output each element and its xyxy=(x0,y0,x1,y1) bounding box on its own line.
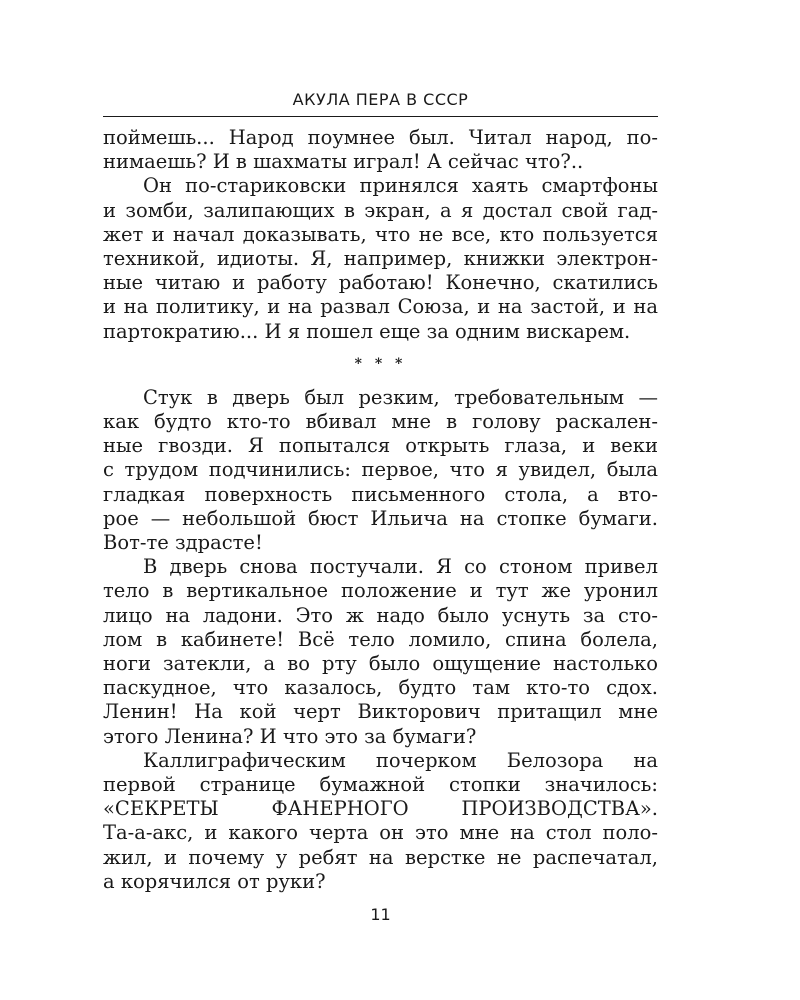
section-separator: * * * xyxy=(354,355,407,372)
paragraph xyxy=(103,749,658,894)
text-line: лом в кабинете! Всё тело ломило, спина болела, xyxy=(103,627,658,651)
text-line: Ленин! На кой черт Викторович притащил мне xyxy=(103,700,658,724)
text-line: с трудом подчинились: первое, что я увидел, была xyxy=(103,458,658,482)
section-before-break xyxy=(103,126,658,344)
text-line: техникой, идиоты. Я, например, книжки электрон- xyxy=(103,247,658,271)
page-number: 11 xyxy=(370,905,391,924)
text-line: тело в вертикальное положение и тут же уронил xyxy=(103,579,658,603)
running-head: АКУЛА ПЕРА В СССР xyxy=(292,90,469,109)
text-line: этого Ленина? И что это за бумаги? xyxy=(103,724,477,748)
text-line: жет и начал доказывать, что не все, кто пользуется xyxy=(103,222,658,246)
text-line: партократию... И я пошел еще за одним вискарем. xyxy=(103,319,631,343)
header-rule xyxy=(103,116,658,117)
text-line: первой странице бумажной стопки значилось: xyxy=(103,773,658,797)
text-line: как будто кто-то вбивал мне в голову раскален- xyxy=(103,410,658,434)
paragraph xyxy=(103,174,658,343)
text-line: Стук в дверь был резким, требовательным — xyxy=(143,385,658,409)
body-text xyxy=(103,126,658,894)
text-line: гладкая поверхность письменного стола, а вто- xyxy=(103,482,658,506)
text-line: ные гвозди. Я попытался открыть глаза, и веки xyxy=(103,434,658,458)
text-line: Вот-те здрасте! xyxy=(103,531,263,555)
text-line: а корячился от руки? xyxy=(103,869,326,893)
text-line: «СЕКРЕТЫ ФАНЕРНОГО ПРОИЗВОДСТВА». xyxy=(103,797,658,821)
paragraph xyxy=(103,126,658,174)
section-after-break xyxy=(103,386,658,894)
text-line: нимаешь? И в шахматы играл! А сейчас что?.. xyxy=(103,150,584,174)
paragraph xyxy=(103,555,658,749)
text-line: паскудное, что казалось, будто там кто-то сдох. xyxy=(103,676,658,700)
text-line: В дверь снова постучали. Я со стоном привел xyxy=(143,555,658,579)
text-line: и на политику, и на развал Союза, и на застой, и на xyxy=(103,295,658,319)
paragraph xyxy=(103,386,658,555)
text-line: ные читаю и работу работаю! Конечно, скатились xyxy=(103,271,658,295)
text-line: лицо на ладони. Это ж надо было уснуть за сто- xyxy=(103,603,658,627)
text-line: ноги затекли, а во рту было ощущение настолько xyxy=(103,652,658,676)
text-line: поймешь... Народ поумнее был. Читал народ, по- xyxy=(103,126,658,149)
text-line: Та-а-акс, и какого черта он это мне на стол поло- xyxy=(103,821,658,845)
text-line: Он по-стариковски принялся хаять смартфоны xyxy=(143,174,658,198)
text-line: жил, и почему у ребят на верстке не распечатал, xyxy=(103,845,658,869)
text-line: и зомби, залипающих в экран, а я достал свой гад- xyxy=(103,198,658,222)
text-line: Каллиграфическим почерком Белозора на xyxy=(143,748,658,772)
text-line: рое — небольшой бюст Ильича на стопке бумаги. xyxy=(103,506,658,530)
